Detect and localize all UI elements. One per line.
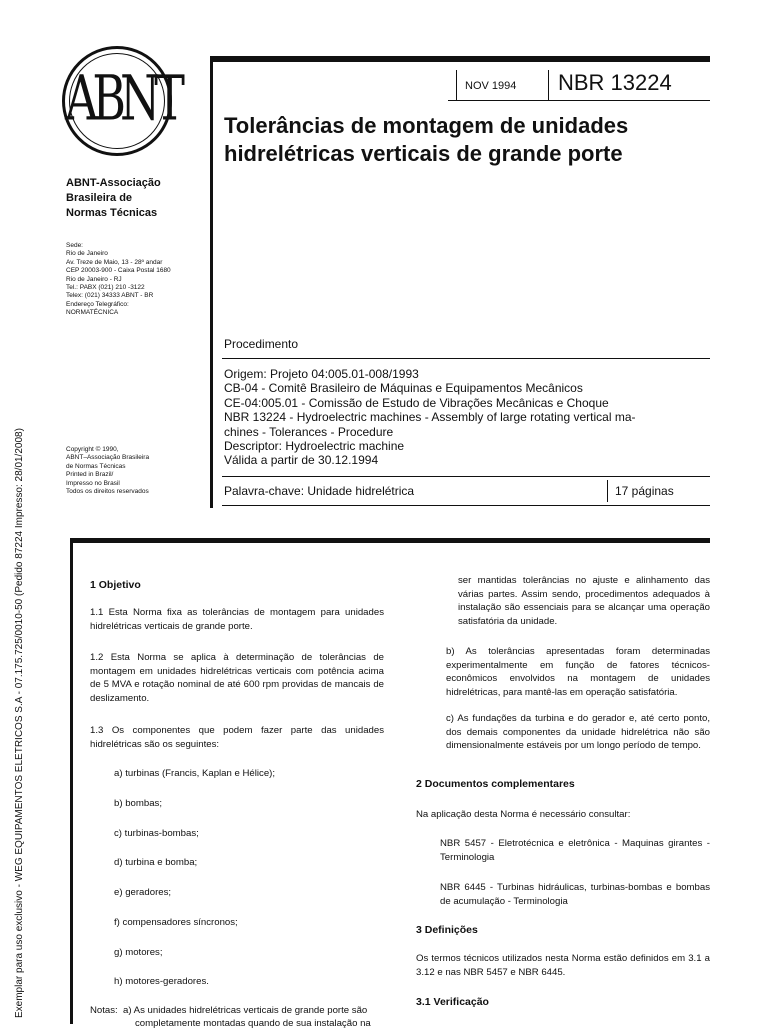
paragraph-1-2: 1.2 Esta Norma se aplica à determinação de tolerâncias de montagem em unidades hidrelétricas verticais com potência acima de 5 MVA e rotação nominal de até 600 rpm providas de mancais de deslizamento. xyxy=(90,652,384,704)
org-name-line: Brasileira de xyxy=(66,192,133,204)
list-item: h) motores-geradores. xyxy=(114,976,209,987)
list-item: g) motores; xyxy=(114,947,163,958)
paragraph-1-3: 1.3 Os componentes que podem fazer parte das unidades hidrelétricas são os seguintes: xyxy=(90,725,384,750)
address-line: Rio de Janeiro - RJ xyxy=(66,275,122,283)
section-2-intro: Na aplicação desta Norma é necessário consultar: xyxy=(416,809,631,820)
header-underline xyxy=(448,100,710,101)
origin-line: CB-04 - Comitê Brasileiro de Máquinas e Equipamentos Mecânicos xyxy=(224,381,583,396)
list-item: e) geradores; xyxy=(114,887,172,898)
address-line: Tel.: PABX (021) 210 -3122 xyxy=(66,284,145,292)
header-top-rule xyxy=(210,56,710,62)
section-3-1-title: 3.1 Verificação xyxy=(416,996,489,1008)
section-3-title: 3 Definições xyxy=(416,924,478,936)
document-title xyxy=(224,112,704,168)
copyright-line: Impresso no Brasil xyxy=(66,479,120,487)
address-line: Av. Treze de Maio, 13 - 28º andar xyxy=(66,258,163,266)
copyright-line: Printed in Brazil/ xyxy=(66,471,114,479)
origin-line: CE-04:005.01 - Comissão de Estudo de Vibrações Mecânicas e Choque xyxy=(224,395,609,410)
origin-line: Origem: Projeto 04:005.01-008/1993 xyxy=(224,367,419,381)
standard-code: NBR 13224 xyxy=(558,70,672,95)
document-type: Procedimento xyxy=(224,337,299,351)
divider-rule xyxy=(222,505,710,506)
reference-nbr-5457: NBR 5457 - Eletrotécnica e eletrônica - Maquinas girantes - Terminologia xyxy=(440,838,710,863)
publication-date: NOV 1994 xyxy=(465,80,517,92)
note-c: c) As fundações da turbina e do gerador e, até certo ponto, dos demais componentes da unidade hidrelétrica não são dimensionalmente estáveis por um longo período de tempo. xyxy=(446,713,710,751)
list-item: c) turbinas-bombas; xyxy=(114,828,199,839)
header-left-rule xyxy=(210,56,213,508)
divider-rule xyxy=(222,476,710,477)
reference-nbr-6445: NBR 6445 - Turbinas hidráulicas, turbinas-bombas e bombas de acumulação - Terminologia xyxy=(440,882,710,907)
section-1-title: 1 Objetivo xyxy=(90,579,141,591)
origin-line: NBR 13224 - Hydroelectric machines - Assembly of large rotating vertical ma- xyxy=(224,410,636,425)
org-name xyxy=(66,176,216,221)
notes-label: Notas: xyxy=(90,1005,118,1016)
list-item: d) turbina e bomba; xyxy=(114,857,198,868)
abnt-logo xyxy=(62,46,179,156)
body-top-rule xyxy=(70,538,710,543)
section-2-title: 2 Documentos complementares xyxy=(416,778,575,790)
note-continuation: ser mantidas tolerâncias no ajuste e alinhamento das várias partes. Assim sendo, procedimentos adequados à instalação são essenciais para se alcançar uma operação satisfatória da unidade. xyxy=(458,575,710,627)
address-line: NORMATÉCNICA xyxy=(66,309,119,317)
copyright-line: ABNT–Associação Brasileira xyxy=(66,454,150,462)
origin-line: chines - Tolerances - Procedure xyxy=(224,424,394,439)
note-a-continued: completamente montadas quando de sua instalação na xyxy=(135,1018,371,1029)
keyword-divider xyxy=(607,480,608,502)
copyright-block xyxy=(66,446,216,496)
list-item: a) turbinas (Francis, Kaplan e Hélice); xyxy=(114,768,276,779)
origin-block xyxy=(224,367,710,468)
address-line: Endereço Telegráfico: xyxy=(66,300,129,308)
keyword: Palavra-chave: Unidade hidrelétrica xyxy=(224,484,415,498)
copyright-line: Todos os direitos reservados xyxy=(66,488,149,496)
list-item: b) bombas; xyxy=(114,798,162,809)
org-name-line: Normas Técnicas xyxy=(66,207,158,219)
address-line: Rio de Janeiro xyxy=(66,250,108,258)
logo-text: ABNT xyxy=(65,61,179,135)
origin-line: Válida a partir de 30.12.1994 xyxy=(224,453,379,468)
org-name-line: ABNT-Associação xyxy=(66,177,161,189)
divider-rule xyxy=(222,358,710,359)
address-line: Telex: (021) 34333 ABNT - BR xyxy=(66,292,154,300)
note-b: b) As tolerâncias apresentadas foram determinadas experimentalmente em função de fatores técnicos-econômicos envolvidos na montagem de unidades hidrelétricas, para mantê-las em operação satisfatória. xyxy=(446,646,710,698)
org-address xyxy=(66,242,216,318)
page-count: 17 páginas xyxy=(615,484,674,498)
header-divider xyxy=(456,70,457,100)
side-watermark-text: Exemplar para uso exclusivo - WEG EQUIPAMENTOS ELETRICOS S.A - 07.175.725/0010-50 (Pedido 87224 Impresso: 28/01/2008) xyxy=(14,428,25,1018)
note-a: a) As unidades hidrelétricas verticais de grande porte são xyxy=(123,1005,368,1016)
copyright-line: Copyright © 1990, xyxy=(66,446,119,453)
copyright-line: de Normas Técnicas xyxy=(66,462,126,470)
address-line: Sede: xyxy=(66,242,83,249)
address-line: CEP 20003-900 - Caixa Postal 1680 xyxy=(66,267,171,275)
title-line: hidrelétricas verticais de grande porte xyxy=(224,141,623,166)
list-item: f) compensadores síncronos; xyxy=(114,917,238,928)
section-3-text: Os termos técnicos utilizados nesta Norma estão definidos em 3.1 a 3.12 e nas NBR 5457 e NBR 6445. xyxy=(416,953,710,978)
title-line: Tolerâncias de montagem de unidades xyxy=(224,113,629,138)
origin-line: Descriptor: Hydroelectric machine xyxy=(224,439,405,454)
header-divider xyxy=(548,70,549,100)
paragraph-1-1: 1.1 Esta Norma fixa as tolerâncias de montagem para unidades hidrelétricas verticais de grande porte. xyxy=(90,607,384,632)
body-left-rule xyxy=(70,538,73,1024)
